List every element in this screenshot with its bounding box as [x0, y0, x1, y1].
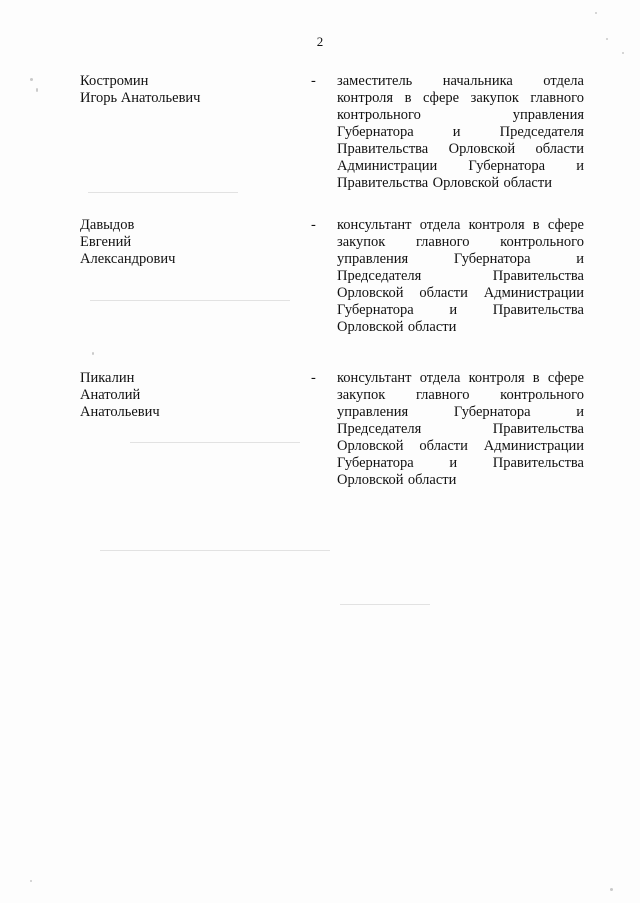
- position-word: отдела: [419, 370, 461, 386]
- member-name: [80, 73, 280, 107]
- separator-dash: -: [311, 370, 316, 386]
- position-line: [337, 302, 584, 319]
- position-word: контрольного: [500, 234, 584, 250]
- position-word: заместитель: [337, 73, 413, 89]
- member-first-name: Евгений: [80, 234, 132, 250]
- position-line: [337, 370, 584, 387]
- position-word: области: [503, 175, 552, 191]
- position-word: в: [532, 370, 540, 386]
- position-word: Правительства: [492, 455, 584, 471]
- position-word: сфере: [547, 217, 584, 233]
- position-line: [337, 472, 584, 489]
- position-line: [337, 73, 584, 90]
- position-word: контроля: [468, 217, 525, 233]
- member-given-names: Игорь Анатольевич: [80, 90, 201, 106]
- member-patronymic: Александрович: [80, 251, 176, 267]
- position-word: области: [419, 438, 468, 454]
- position-word: Губернатора: [337, 455, 414, 471]
- position-word: закупок: [337, 234, 386, 250]
- position-word: главного: [415, 234, 470, 250]
- position-word: Правительства: [492, 302, 584, 318]
- position-line: [337, 268, 584, 285]
- position-word: главного: [415, 387, 470, 403]
- position-word: Администрации: [337, 158, 438, 174]
- position-line: [337, 438, 584, 455]
- scan-speck: [595, 12, 597, 14]
- page-number: 2: [316, 34, 324, 49]
- member-name: [80, 217, 280, 268]
- separator-dash: -: [311, 217, 316, 233]
- member-patronymic: Анатольевич: [80, 404, 160, 420]
- position-word: и: [576, 158, 584, 174]
- scan-speck: [30, 78, 33, 81]
- position-word: и: [449, 302, 458, 318]
- position-word: Правительства: [337, 141, 429, 157]
- position-word: отдела: [419, 217, 461, 233]
- member-position: [337, 370, 584, 489]
- position-word: Орловской: [337, 472, 404, 488]
- position-line: [337, 217, 584, 234]
- position-word: Правительства: [492, 421, 584, 437]
- position-word: главного: [530, 90, 584, 106]
- position-word: в: [404, 90, 412, 106]
- position-word: Правительства: [337, 175, 429, 191]
- member-position: [337, 217, 584, 336]
- scan-speck: [92, 352, 94, 355]
- scan-smudge: [100, 550, 330, 551]
- position-line: [337, 90, 584, 107]
- member-name: [80, 370, 280, 421]
- position-line: [337, 404, 584, 421]
- position-word: начальника: [442, 73, 513, 89]
- position-word: и: [452, 124, 461, 140]
- position-word: области: [407, 319, 457, 335]
- position-word: сфере: [547, 370, 584, 386]
- scan-speck: [610, 888, 613, 891]
- position-word: управления: [337, 251, 409, 267]
- scan-speck: [30, 880, 32, 882]
- position-word: Председателя: [337, 421, 422, 437]
- position-line: [337, 319, 584, 336]
- position-line: [337, 251, 584, 268]
- position-word: закупок: [337, 387, 386, 403]
- member-surname: Давыдов: [80, 217, 135, 233]
- position-word: Губернатора: [453, 251, 531, 267]
- position-line: [337, 285, 584, 302]
- member-first-name: Анатолий: [80, 387, 141, 403]
- position-word: управления: [512, 107, 584, 123]
- position-word: Орловской: [337, 438, 404, 454]
- scan-smudge: [88, 192, 238, 193]
- position-word: и: [449, 455, 458, 471]
- position-word: сфере: [422, 90, 460, 106]
- scan-smudge: [130, 442, 300, 443]
- position-word: контроля: [337, 90, 394, 106]
- position-line: [337, 158, 584, 175]
- position-line: [337, 124, 584, 141]
- position-line: [337, 107, 584, 124]
- scan-speck: [36, 88, 38, 92]
- position-word: отдела: [543, 73, 584, 89]
- member-surname: Пикалин: [80, 370, 135, 386]
- position-line: [337, 455, 584, 472]
- scan-smudge: [90, 300, 290, 301]
- position-line: [337, 234, 584, 251]
- position-word: и: [576, 251, 584, 267]
- position-word: контроля: [468, 370, 525, 386]
- position-word: контрольного: [337, 107, 421, 123]
- scan-speck: [606, 38, 608, 40]
- position-word: консультант: [337, 370, 412, 386]
- member-position: [337, 73, 584, 192]
- position-word: Губернатора: [337, 124, 414, 140]
- position-word: области: [407, 472, 457, 488]
- position-word: Орловской: [337, 319, 404, 335]
- position-line: [337, 387, 584, 404]
- member-surname: Костромин: [80, 73, 149, 89]
- position-word: области: [535, 141, 584, 157]
- position-word: области: [419, 285, 468, 301]
- position-line: [337, 421, 584, 438]
- scan-speck: [622, 52, 624, 54]
- position-word: Администрации: [483, 285, 584, 301]
- position-word: Губернатора: [453, 404, 531, 420]
- position-line: [337, 175, 584, 192]
- position-word: Губернатора: [337, 302, 414, 318]
- position-word: Орловской: [448, 141, 516, 157]
- position-word: Администрации: [483, 438, 584, 454]
- position-word: Председателя: [337, 268, 422, 284]
- position-word: в: [532, 217, 540, 233]
- scan-smudge: [340, 604, 430, 605]
- position-word: Правительства: [492, 268, 584, 284]
- position-word: Губернатора: [468, 158, 546, 174]
- position-word: и: [576, 404, 584, 420]
- position-word: Орловской: [432, 175, 500, 191]
- position-word: закупок: [470, 90, 519, 106]
- position-word: консультант: [337, 217, 412, 233]
- separator-dash: -: [311, 73, 316, 89]
- position-word: контрольного: [500, 387, 584, 403]
- position-line: [337, 141, 584, 158]
- position-word: Председателя: [499, 124, 584, 140]
- position-word: управления: [337, 404, 409, 420]
- position-word: Орловской: [337, 285, 404, 301]
